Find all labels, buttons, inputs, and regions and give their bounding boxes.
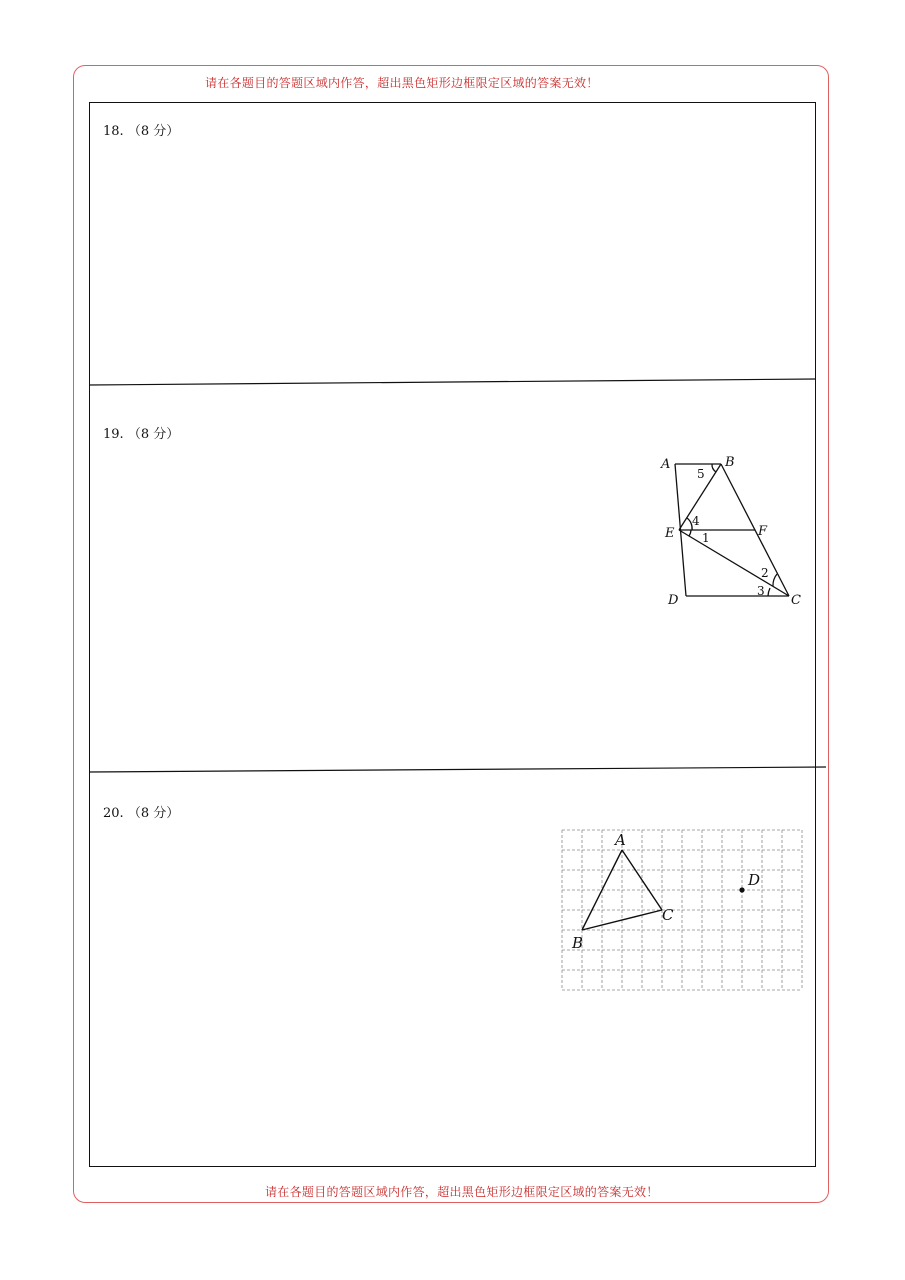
question-19-figure	[655, 450, 815, 615]
dashed-grid	[562, 830, 802, 990]
divider-19-20	[89, 767, 826, 772]
divider-18-19	[89, 379, 816, 385]
angle-3-label: 3	[757, 584, 765, 598]
label-D: D	[668, 593, 679, 608]
question-19-score: （8 分）	[127, 427, 180, 442]
label-F: F	[758, 524, 768, 539]
angle-2-label: 2	[761, 566, 769, 580]
label-B: B	[572, 934, 584, 952]
question-18-score: （8 分）	[127, 124, 180, 139]
angle-5-label: 5	[697, 467, 705, 481]
question-18-header	[103, 120, 179, 139]
label-D: D	[748, 871, 761, 889]
question-20-score: （8 分）	[127, 806, 180, 821]
point-D	[739, 887, 744, 892]
question-20-header	[103, 802, 179, 821]
question-19-header	[103, 423, 179, 442]
question-20-number: 20.	[103, 806, 124, 821]
question-20-grid-figure	[560, 828, 806, 994]
question-19-number: 19.	[103, 427, 124, 442]
label-A: A	[661, 457, 671, 472]
label-B: B	[725, 455, 735, 470]
label-A: A	[615, 831, 626, 849]
label-C: C	[791, 593, 801, 608]
warning-text-bottom: 请在各题目的答题区域内作答，超出黑色矩形边框限定区域的答案无效！	[265, 1185, 659, 1199]
question-18-number: 18.	[103, 124, 124, 139]
label-C: C	[662, 906, 674, 924]
angle-4-label: 4	[692, 514, 700, 528]
label-E: E	[665, 526, 675, 541]
angle-1-label: 1	[702, 531, 710, 545]
warning-text-top: 请在各题目的答题区域内作答，超出黑色矩形边框限定区域的答案无效！	[205, 76, 599, 90]
